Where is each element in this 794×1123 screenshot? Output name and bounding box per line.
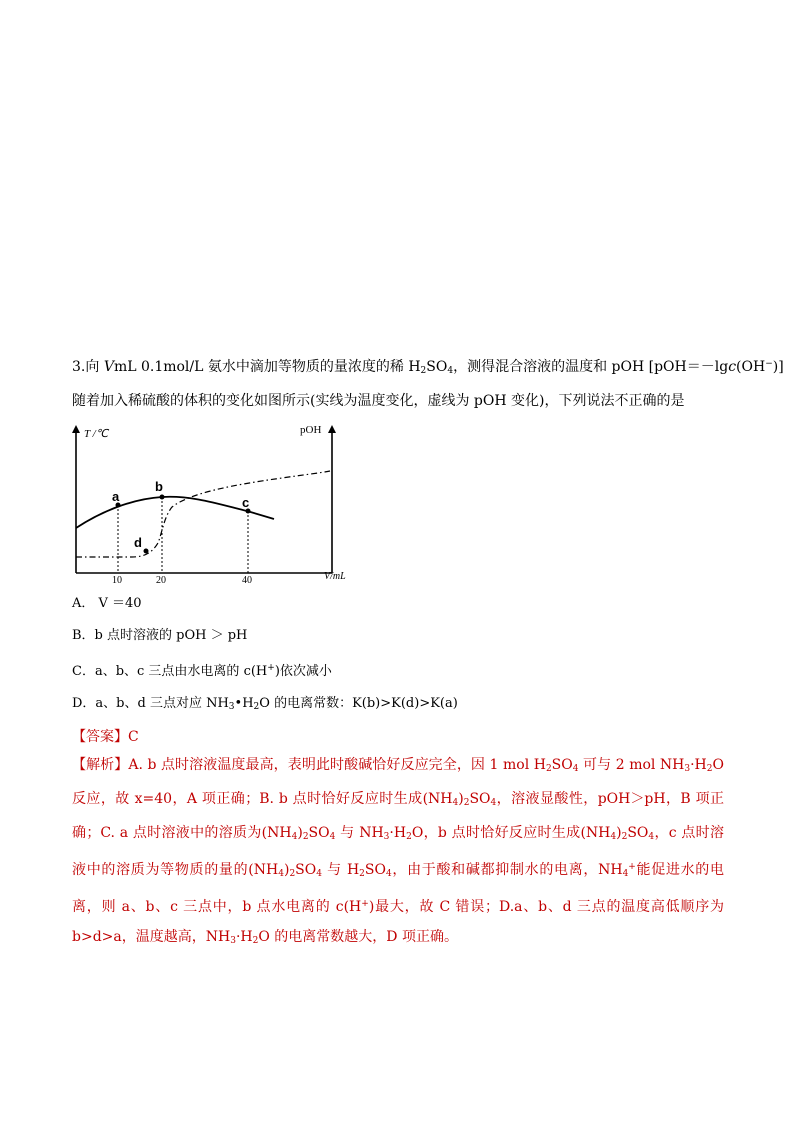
x-label: V/mL (324, 571, 346, 582)
question-stem-line1: 3.向 VmL 0.1mol/L 氨水中滴加等物质的量浓度的稀 $H_2SO_4$，测得混合溶液的温度和 pOH [pOH＝－lgc(OH−)] (72, 359, 784, 376)
answer-line (72, 726, 722, 748)
y-right-label: pOH (300, 424, 322, 436)
option-d: D．a、b、d 三点对应 $NH_3•H_2O$ 的电离常数：K(b)>K(d)>K(a) (72, 696, 458, 712)
point-b-label: b (155, 479, 163, 494)
question-number: 3. (72, 359, 86, 375)
question-stem-line2: 随着加入稀硫酸的体积的变化如图所示(实线为温度变化，虚线为 pOH 变化)，下列说法不正确的是 (72, 393, 685, 409)
analysis-block (72, 750, 724, 956)
answer-value: C (128, 729, 139, 745)
analysis-text: 【解析】A. b 点时溶液温度最高，表明此时酸碱恰好反应完全，因 1 mol $H_2SO_4$ 可与 2 mol $NH_3\cdot H_2O$ 反应，故 x=40，A 项正确；B. b 点时恰好反应时生成$(NH_4)_2SO_4$，溶液显酸性，pOH＞pH，B 项正确；C. a 点时溶液中的溶质为$(NH_4)_2SO_4$ 与 $NH_3\cdot H_2O$，b 点时恰好反应时生成$(NH_4)_2SO_4$，c 点时溶液中的溶质为等物质的量的$(NH_4)_2SO_4$ 与 $H_2SO_4$，由于酸和碱都抑制水的电离，$NH_4^+$能促进水的电离，则 a、b、c 三点中，b 点水电离的 c(H+)最大，故 C 错误；D.a、b、d 三点的温度高低顺序为 b>d>a，温度越高，$NH_3\cdot H_2O$ 的电离常数越大，D 项正确。 (72, 757, 725, 946)
point-d-label: d (134, 535, 142, 550)
analysis-label: 【解析】 (72, 757, 129, 773)
answer-label: 【答案】 (72, 729, 128, 745)
option-b: B．b 点时溶液的 pOH ＞ pH (72, 628, 248, 643)
option-a: A． V ＝40 (72, 596, 142, 611)
option-c: C．a、b、c 三点由水电离的 c(H+)依次减小 (72, 663, 332, 679)
x-tick-10: 10 (112, 575, 122, 583)
question-block (72, 352, 784, 956)
point-b (160, 495, 165, 500)
point-d (144, 549, 149, 554)
left-y-arrow (72, 425, 80, 433)
y-left-label: T /℃ (84, 428, 109, 440)
x-tick-40: 40 (242, 575, 252, 583)
x-tick-20: 20 (156, 575, 166, 583)
options-list (72, 595, 722, 716)
right-y-arrow (328, 425, 336, 433)
poh-curve (76, 471, 330, 557)
point-a-label: a (112, 489, 120, 504)
graph-svg (72, 423, 372, 583)
point-c-label: c (242, 495, 250, 510)
temperature-poh-graph (72, 423, 372, 583)
